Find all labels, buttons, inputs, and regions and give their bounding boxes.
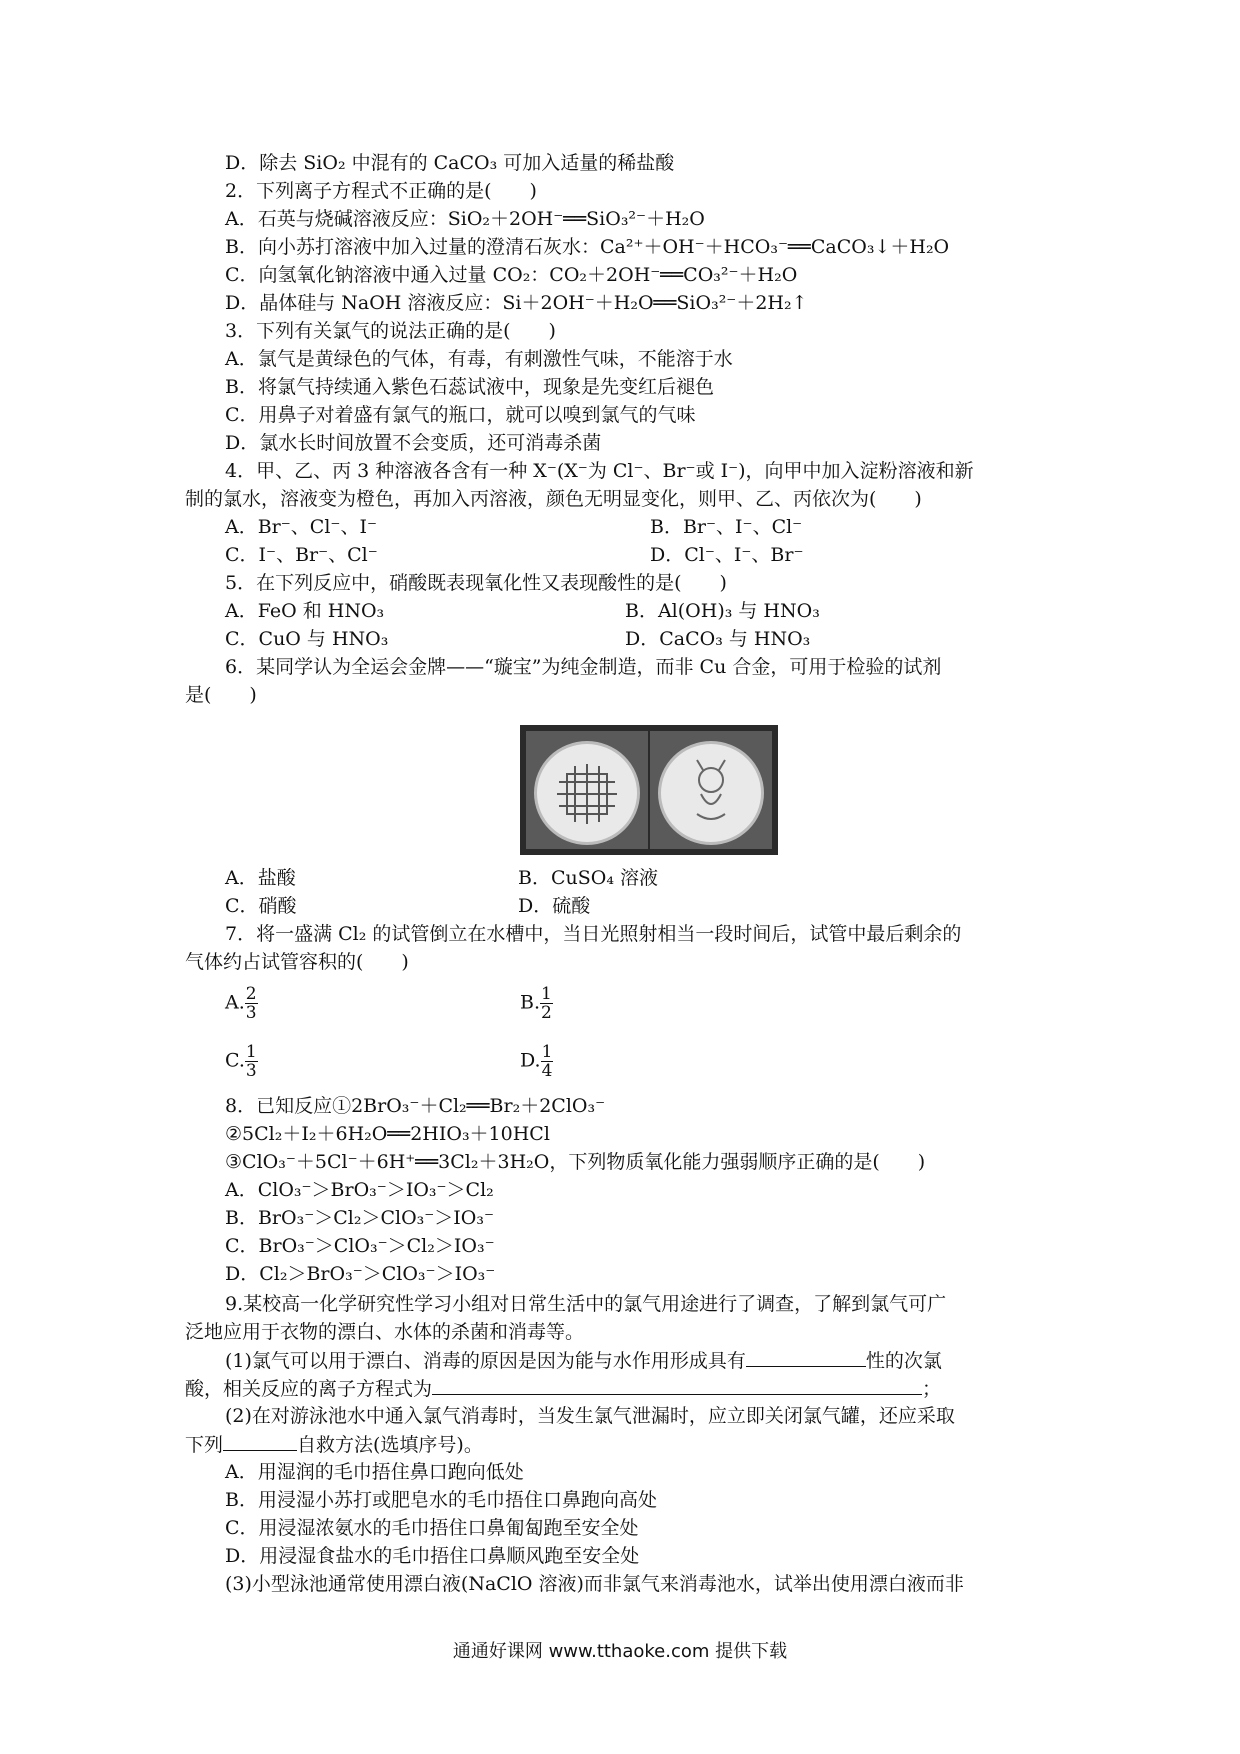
q5-option-a: A．FeO 和 HNO₃ bbox=[225, 600, 385, 622]
q8-line-2: ②5Cl₂＋I₂＋6H₂O══2HIO₃＋10HCl bbox=[225, 1123, 550, 1145]
q5-option-b: B．Al(OH)₃ 与 HNO₃ bbox=[625, 600, 820, 622]
q4-stem-2: 制的氯水，溶液变为橙色，再加入丙溶液，颜色无明显变化，则甲、乙、丙依次为( ) bbox=[185, 488, 922, 510]
q3-option-d: D．氯水长时间放置不会变质，还可消毒杀菌 bbox=[225, 432, 602, 454]
q2-option-d: D．晶体硅与 NaOH 溶液反应：Si＋2OH⁻＋H₂O══SiO₃²⁻＋2H₂↑ bbox=[225, 292, 808, 314]
option-label: C. bbox=[225, 1049, 245, 1072]
q4-option-c: C．I⁻、Br⁻、Cl⁻ bbox=[225, 544, 378, 566]
q2-option-c: C．向氢氧化钠溶液中通入过量 CO₂：CO₂＋2OH⁻══CO₃²⁻＋H₂O bbox=[225, 264, 798, 286]
q6-stem-2: 是( ) bbox=[185, 684, 257, 706]
q6-option-b: B．CuSO₄ 溶液 bbox=[518, 867, 658, 889]
q9-part2-text-2: 自救方法(选填序号)。 bbox=[297, 1434, 483, 1456]
q4-option-a: A．Br⁻、Cl⁻、I⁻ bbox=[225, 516, 377, 538]
q4-option-d: D．Cl⁻、I⁻、Br⁻ bbox=[650, 544, 804, 566]
fraction bbox=[541, 1043, 554, 1080]
denominator: 4 bbox=[541, 1061, 553, 1081]
q7-stem-1: 7．将一盛满 Cl₂ 的试管倒立在水槽中，当日光照射相当一段时间后，试管中最后剩余的 bbox=[225, 923, 962, 945]
q9-part1-end: ； bbox=[922, 1378, 942, 1400]
q1-option-d: D．除去 SiO₂ 中混有的 CaCO₃ 可加入适量的稀盐酸 bbox=[225, 152, 675, 174]
q3-option-b: B．将氯气持续通入紫色石蕊试液中，现象是先变红后褪色 bbox=[225, 376, 714, 398]
footer-source: 通通好课网 www.tthaoke.com 提供下载 bbox=[452, 1641, 788, 1662]
q9-part1-line2 bbox=[185, 1374, 941, 1403]
q3-stem: 3．下列有关氯气的说法正确的是( ) bbox=[225, 320, 556, 342]
q8-option-c: C．BrO₃⁻＞ClO₃⁻＞Cl₂＞IO₃⁻ bbox=[225, 1235, 495, 1257]
q9-part2-line1: (2)在对游泳池水中通入氯气消毒时，当发生氯气泄漏时，应立即关闭氯气罐，还应采取 bbox=[225, 1405, 955, 1427]
q9-part2-line2 bbox=[185, 1430, 483, 1459]
q9-part1-text: (1)氯气可以用于漂白、消毒的原因是因为能与水作用形成具有 bbox=[225, 1350, 746, 1372]
q9-option-c: C．用浸湿浓氨水的毛巾捂住口鼻匍匐跑至安全处 bbox=[225, 1517, 639, 1539]
q7-option-d bbox=[520, 1043, 553, 1080]
medal-back-panel bbox=[650, 731, 772, 849]
option-label: D. bbox=[520, 1049, 541, 1072]
numerator: 1 bbox=[541, 1042, 553, 1062]
q8-option-d: D．Cl₂＞BrO₃⁻＞ClO₃⁻＞IO₃⁻ bbox=[225, 1263, 496, 1285]
q9-option-d: D．用浸湿食盐水的毛巾捂住口鼻顺风跑至安全处 bbox=[225, 1545, 640, 1567]
q2-option-b: B．向小苏打溶液中加入过量的澄清石灰水：Ca²⁺＋OH⁻＋HCO₃⁻══CaCO₃↓＋H₂O bbox=[225, 236, 950, 258]
denominator: 3 bbox=[245, 1061, 257, 1081]
q9-option-a: A．用湿润的毛巾捂住鼻口跑向低处 bbox=[225, 1461, 524, 1483]
q9-part1-text-3: 酸，相关反应的离子方程式为 bbox=[185, 1378, 433, 1400]
q5-stem: 5．在下列反应中，硝酸既表现氧化性又表现酸性的是( ) bbox=[225, 572, 727, 594]
q7-option-a bbox=[225, 985, 258, 1022]
q5-option-d: D．CaCO₃ 与 HNO₃ bbox=[625, 628, 811, 650]
q8-line-3: ③ClO₃⁻＋5Cl⁻＋6H⁺══3Cl₂＋3H₂O，下列物质氧化能力强弱顺序正确的是( ) bbox=[225, 1151, 926, 1173]
numerator: 1 bbox=[541, 984, 552, 1004]
q6-option-c: C．硝酸 bbox=[225, 895, 297, 917]
answer-blank-2[interactable] bbox=[432, 1374, 922, 1395]
numerator: 1 bbox=[245, 1042, 257, 1062]
q6-stem-1: 6．某同学认为全运会金牌——“璇宝”为纯金制造，而非 Cu 合金，可用于检验的试剂 bbox=[225, 656, 942, 678]
q5-option-c: C．CuO 与 HNO₃ bbox=[225, 628, 389, 650]
fraction bbox=[245, 1043, 258, 1080]
medal-photo bbox=[520, 725, 778, 855]
q7-stem-2: 气体约占试管容积的( ) bbox=[185, 951, 409, 973]
q9-option-b: B．用浸湿小苏打或肥皂水的毛巾捂住口鼻跑向高处 bbox=[225, 1489, 657, 1511]
q7-option-c bbox=[225, 1043, 258, 1080]
mascot-icon bbox=[661, 744, 761, 842]
q3-option-c: C．用鼻子对着盛有氯气的瓶口，就可以嗅到氯气的气味 bbox=[225, 404, 696, 426]
q9-part1-text-2: 性的次氯 bbox=[865, 1350, 942, 1372]
medal-back-disc bbox=[658, 741, 764, 845]
answer-blank-1[interactable] bbox=[746, 1346, 866, 1367]
q9-part3-line1: (3)小型泳池通常使用漂白液(NaClO 溶液)而非氯气来消毒池水，试举出使用漂白液而非 bbox=[225, 1573, 964, 1595]
q9-stem-1: 9.某校高一化学研究性学习小组对日常生活中的氯气用途进行了调查，了解到氯气可广 bbox=[225, 1293, 947, 1315]
q2-option-a: A．石英与烧碱溶液反应：SiO₂＋2OH⁻══SiO₃²⁻＋H₂O bbox=[225, 208, 705, 230]
q8-option-b: B．BrO₃⁻＞Cl₂＞ClO₃⁻＞IO₃⁻ bbox=[225, 1207, 495, 1229]
fraction bbox=[540, 985, 553, 1022]
q9-stem-2: 泛地应用于衣物的漂白、水体的杀菌和消毒等。 bbox=[185, 1321, 585, 1343]
numerator: 2 bbox=[245, 984, 257, 1004]
q6-option-d: D．硫酸 bbox=[518, 895, 591, 917]
q8-line-1: 8．已知反应①2BrO₃⁻＋Cl₂══Br₂＋2ClO₃⁻ bbox=[225, 1095, 606, 1117]
q3-option-a: A．氯气是黄绿色的气体，有毒，有刺激性气味，不能溶于水 bbox=[225, 348, 733, 370]
knot-pattern-icon bbox=[537, 744, 637, 842]
q6-option-a: A．盐酸 bbox=[225, 867, 296, 889]
q4-option-b: B．Br⁻、I⁻、Cl⁻ bbox=[650, 516, 803, 538]
q2-stem: 2．下列离子方程式不正确的是( ) bbox=[225, 180, 537, 202]
fraction bbox=[245, 985, 258, 1022]
denominator: 2 bbox=[541, 1003, 552, 1023]
option-label: B. bbox=[520, 991, 541, 1014]
q7-option-b bbox=[520, 985, 553, 1022]
q9-part2-text: 下列 bbox=[185, 1434, 224, 1456]
q8-option-a: A．ClO₃⁻＞BrO₃⁻＞IO₃⁻＞Cl₂ bbox=[225, 1179, 494, 1201]
medal-front-disc bbox=[534, 741, 640, 845]
medal-front-panel bbox=[526, 731, 648, 849]
denominator: 3 bbox=[245, 1003, 257, 1023]
option-label: A. bbox=[225, 991, 245, 1014]
q4-stem-1: 4．甲、乙、丙 3 种溶液各含有一种 X⁻(X⁻为 Cl⁻、Br⁻或 I⁻)，向甲中加入淀粉溶液和新 bbox=[225, 460, 974, 482]
answer-blank-3[interactable] bbox=[223, 1430, 297, 1451]
q9-part1-line1 bbox=[225, 1346, 942, 1375]
